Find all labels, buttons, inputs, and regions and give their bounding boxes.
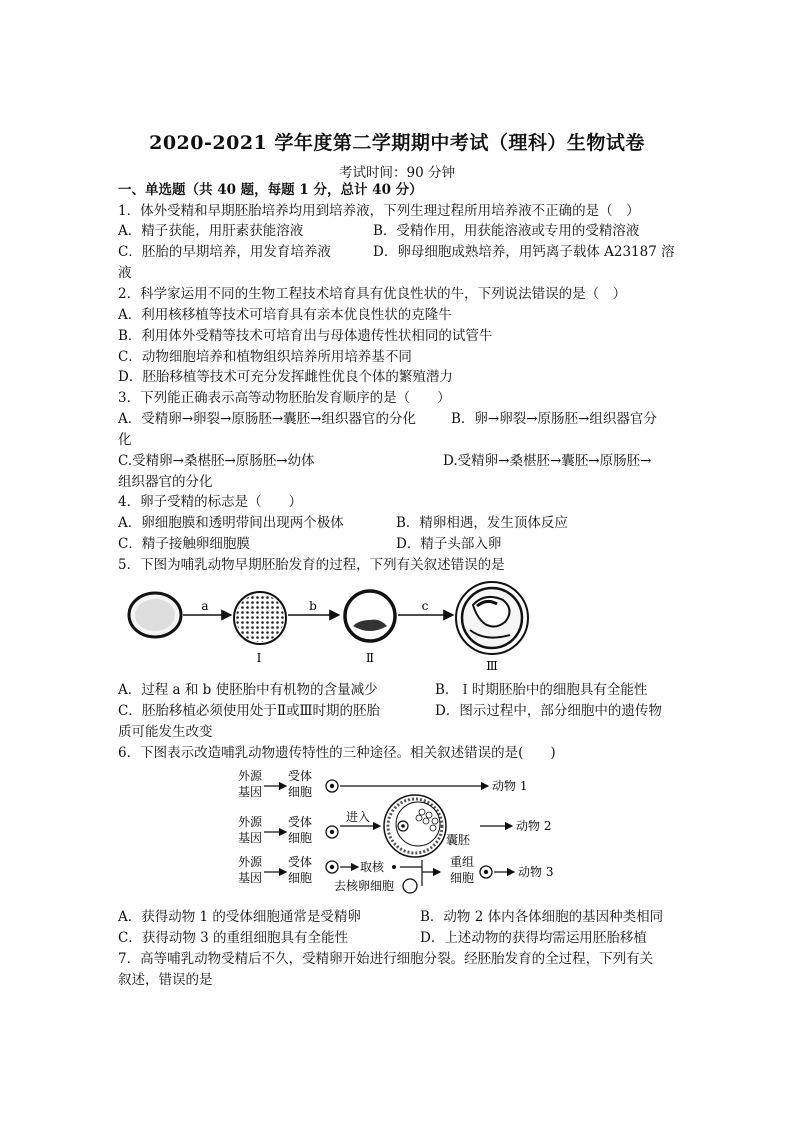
q3-option-b: B．卵→卵裂→原肠胚→组织器官分 <box>451 411 657 427</box>
recipient-cell-label-2a: 受体 <box>288 815 313 829</box>
arrow-label-c: c <box>421 599 429 613</box>
q2-option-c: C．动物细胞培养和植物组织培养所用培养基不同 <box>118 349 412 365</box>
q5-stem: 5．下图为哺乳动物早期胚胎发育的过程，下列有关叙述错误的是 <box>118 557 505 573</box>
q4-option-b: B．精卵相遇，发生顶体反应 <box>396 515 568 531</box>
q1-option-d: D．卵母细胞成熟培养，用钙离子载体 A23187 溶 <box>373 244 675 260</box>
enter-label: 进入 <box>346 810 371 824</box>
foreign-gene-label-3a: 外源 <box>238 855 263 869</box>
q2-stem: 2．科学家运用不同的生物工程技术培育具有优良性状的牛，下列说法错误的是（ ） <box>118 286 627 302</box>
enucleated-egg-label: 去核卵细胞 <box>334 879 395 893</box>
q3-option-d: D.受精卵→桑椹胚→囊胚→原肠胚→ <box>443 453 652 469</box>
recipient-cell-label-3a: 受体 <box>288 855 313 869</box>
section-heading: 一、单选题（共 40 题，每题 1 分，总计 40 分） <box>118 182 423 198</box>
arrow-label-a: a <box>201 599 209 613</box>
q5-option-a: A．过程 a 和 b 使胚胎中有机物的含量减少 <box>118 682 378 698</box>
foreign-gene-label-2a: 外源 <box>238 815 263 829</box>
foreign-gene-label-1b: 基因 <box>238 785 263 799</box>
q7-stem-cont: 叙述，错误的是 <box>118 972 213 988</box>
gastrula-stage-III <box>456 582 528 654</box>
q7-stem: 7．高等哺乳动物受精后不久，受精卵开始进行细胞分裂。经胚胎发育的全过程，下列有关 <box>118 951 654 967</box>
q1-option-d-cont: 液 <box>118 265 132 281</box>
q4-option-d: D．精子头部入卵 <box>396 536 502 552</box>
recipient-cell-label-2b: 细胞 <box>288 831 313 845</box>
blastocyst-figure <box>384 795 446 857</box>
q5-option-c: C．胚胎移植必须使用处于Ⅱ或Ⅲ时期的胚胎 <box>118 703 381 719</box>
q1-option-a: A．精子获能，用肝素获能溶液 <box>118 223 304 239</box>
q5-option-d-cont: 质可能发生改变 <box>118 724 213 740</box>
q6-option-c: C．获得动物 3 的重组细胞具有全能性 <box>118 930 349 946</box>
q3-option-b-cont: 化 <box>118 432 132 448</box>
foreign-gene-label-1a: 外源 <box>238 769 263 783</box>
q1-option-b: B．受精作用，用获能溶液或专用的受精溶液 <box>373 223 640 239</box>
animal-3-label: 动物 3 <box>518 865 554 879</box>
q1-option-c: C．胚胎的早期培养，用发育培养液 <box>118 244 331 260</box>
q1-stem: 1．体外受精和早期胚胎培养均用到培养液，下列生理过程所用培养液不正确的是（ ） <box>118 203 640 219</box>
morula-stage-I <box>234 592 286 644</box>
q2-option-b: B．利用体外受精等技术可培育出与母体遗传性状相同的试管牛 <box>118 328 493 344</box>
q2-option-a: A．利用核移植等技术可培育具有亲本优良性状的克隆牛 <box>118 307 452 323</box>
foreign-gene-label-2b: 基因 <box>238 831 263 845</box>
q3-option-d-cont: 组织器官的分化 <box>118 474 213 490</box>
q4-option-c: C．精子接触卵细胞膜 <box>118 536 250 552</box>
genetic-modification-figure <box>230 766 570 898</box>
stage-label-I: I <box>256 651 262 665</box>
q3-stem: 3．下列能正确表示高等动物胚胎发育顺序的是（ ） <box>118 390 451 406</box>
q3-option-c: C.受精卵→桑椹胚→原肠胚→幼体 <box>118 453 315 469</box>
arrow-label-b: b <box>309 599 317 613</box>
q5-option-b: B．Ｉ时期胚胎中的细胞具有全能性 <box>435 682 648 698</box>
stage-label-III: Ⅲ <box>486 659 498 673</box>
recipient-cell-label-1b: 细胞 <box>288 785 313 799</box>
embryo-development-figure <box>125 580 545 675</box>
blastocyst-label: 囊胚 <box>446 833 471 847</box>
blastocyst-stage-II <box>345 591 395 641</box>
foreign-gene-label-3b: 基因 <box>238 871 263 885</box>
remove-nucleus-label: 取核 <box>360 860 385 874</box>
stage-label-II: Ⅱ <box>365 651 375 665</box>
q4-option-a: A．卵细胞膜和透明带间出现两个极体 <box>118 515 344 531</box>
recipient-cell-label-3b: 细胞 <box>288 871 313 885</box>
animal-2-label: 动物 2 <box>516 819 552 833</box>
animal-1-label: 动物 1 <box>492 779 528 793</box>
q6-stem: 6．下图表示改造哺乳动物遗传特性的三种途径。相关叙述错误的是( ) <box>118 745 556 761</box>
zygote-cell <box>129 593 181 637</box>
q3-option-a: A．受精卵→卵裂→原肠胚→囊胚→组织器官的分化 <box>118 411 416 427</box>
q5-option-d: D．图示过程中，部分细胞中的遗传物 <box>435 703 662 719</box>
recipient-cell-label-1a: 受体 <box>288 769 313 783</box>
q2-option-d: D．胚胎移植等技术可充分发挥雌性优良个体的繁殖潜力 <box>118 369 453 385</box>
q6-option-b: B．动物 2 体内各体细胞的基因种类相同 <box>420 909 664 925</box>
recombinant-cell-label-a: 重组 <box>450 855 475 869</box>
q6-option-a: A．获得动物 1 的受体细胞通常是受精卵 <box>118 909 361 925</box>
exam-title: 2020-2021 学年度第二学期期中考试（理科）生物试卷 <box>149 132 645 154</box>
q6-option-d: D．上述动物的获得均需运用胚胎移植 <box>420 930 647 946</box>
exam-time: 考试时间：90 分钟 <box>339 165 455 181</box>
recombinant-cell-label-b: 细胞 <box>450 871 475 885</box>
q4-stem: 4．卵子受精的标志是（ ） <box>118 494 303 510</box>
